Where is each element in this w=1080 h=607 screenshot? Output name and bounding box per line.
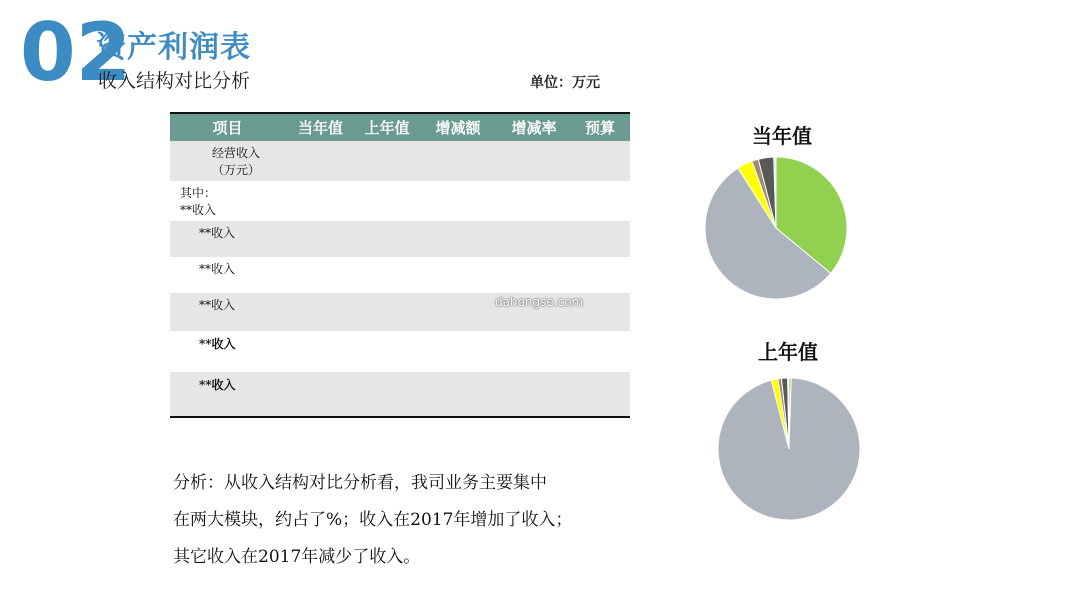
row-item: 经营收入 （万元） xyxy=(170,141,285,181)
section-number-text: 02 xyxy=(20,6,132,99)
table-row xyxy=(170,221,630,257)
column-header: 预算 xyxy=(570,113,630,141)
table-cell xyxy=(418,331,498,372)
row-item: 其中： **收入 xyxy=(180,186,217,217)
table-cell xyxy=(570,141,630,181)
table-cell xyxy=(570,257,630,293)
table-cell xyxy=(285,181,356,221)
table-row xyxy=(170,141,630,181)
column-header: 上年值 xyxy=(356,113,418,141)
table-row xyxy=(170,181,630,221)
analysis-text xyxy=(173,465,633,576)
table-cell xyxy=(418,372,498,417)
page-title: 资产利润表 xyxy=(96,30,251,65)
table-cell xyxy=(570,221,630,257)
table-cell xyxy=(418,141,498,181)
table-cell xyxy=(570,372,630,417)
table-cell xyxy=(356,331,418,372)
pie-title-current: 当年值 xyxy=(752,124,812,148)
table-row xyxy=(170,372,630,417)
table-cell xyxy=(418,257,498,293)
table-cell xyxy=(498,331,570,372)
table-cell xyxy=(418,221,498,257)
pie-chart-previous xyxy=(716,376,862,522)
table-cell xyxy=(418,293,498,331)
table-row xyxy=(170,331,630,372)
table-cell xyxy=(498,181,570,221)
column-header: 增减额 xyxy=(418,113,498,141)
pie-title-previous: 上年值 xyxy=(758,340,818,364)
row-item: **收入 xyxy=(199,262,236,276)
watermark: dahongse.com xyxy=(495,295,584,309)
column-header: 增减率 xyxy=(498,113,570,141)
page-subtitle: 收入结构对比分析 xyxy=(98,70,251,92)
table-cell xyxy=(418,181,498,221)
table-cell xyxy=(498,221,570,257)
table-cell xyxy=(285,221,356,257)
analysis-line: 分析：从收入结构对比分析看，我司业务主要集中 xyxy=(173,473,547,493)
income-table xyxy=(170,112,630,418)
table-cell xyxy=(570,331,630,372)
table-cell xyxy=(498,141,570,181)
row-item: **收入 xyxy=(170,372,285,417)
table-cell xyxy=(570,181,630,221)
pie-chart-current xyxy=(703,155,849,301)
row-item: **收入 xyxy=(170,293,285,331)
unit-label: 单位：万元 xyxy=(530,75,600,91)
section-number-graphic xyxy=(16,6,132,99)
analysis-line: 其它收入在2017年减少了收入。 xyxy=(173,547,421,567)
table-cell xyxy=(356,257,418,293)
table-cell xyxy=(285,293,356,331)
table-cell xyxy=(356,141,418,181)
table-row xyxy=(170,257,630,293)
table-header-row xyxy=(170,113,630,141)
table-cell xyxy=(356,221,418,257)
column-header: 项目 xyxy=(170,113,285,141)
row-item: **收入 xyxy=(170,221,285,257)
table-cell xyxy=(498,257,570,293)
table-cell xyxy=(356,181,418,221)
analysis-line: 在两大模块，约占了%；收入在2017年增加了收入； xyxy=(173,510,573,530)
table-cell xyxy=(285,331,356,372)
income-table-grid xyxy=(170,112,630,418)
column-header: 当年值 xyxy=(285,113,356,141)
table-cell xyxy=(356,293,418,331)
table-cell xyxy=(356,372,418,417)
section-number xyxy=(16,6,132,99)
table-cell xyxy=(498,372,570,417)
row-item: **收入 xyxy=(199,337,236,351)
table-cell xyxy=(285,141,356,181)
table-cell xyxy=(285,372,356,417)
table-cell xyxy=(285,257,356,293)
